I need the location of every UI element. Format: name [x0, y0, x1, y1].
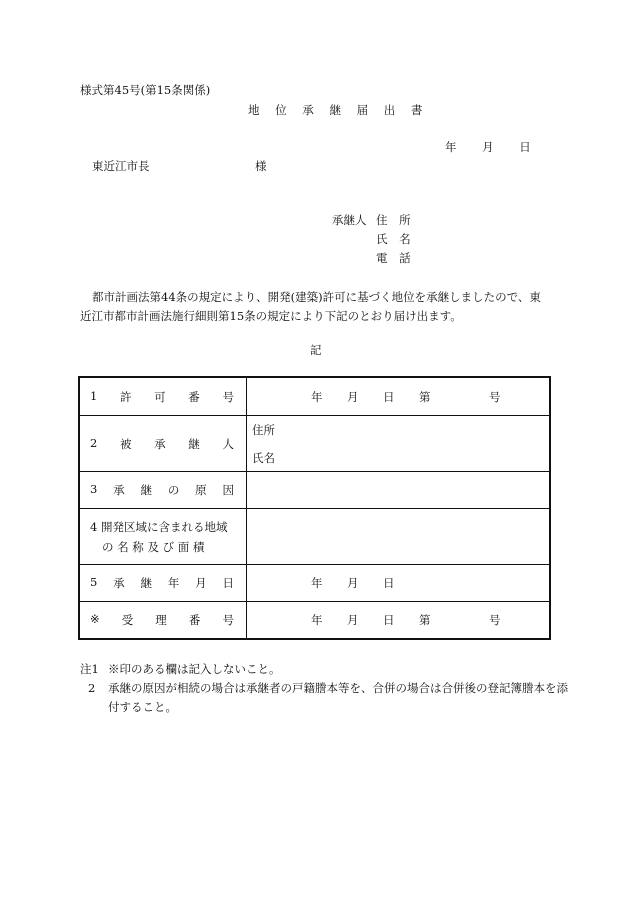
- row-succession-date: [79, 565, 550, 602]
- honorific: 様: [255, 159, 267, 173]
- receipt-dai: 第: [419, 613, 431, 627]
- row-predecessor: [79, 416, 550, 472]
- area-label-line2: の 名 称 及 び 面 積: [102, 539, 205, 554]
- label-letters: 1 許 可 番 号: [90, 388, 234, 404]
- receipt-year: 年: [311, 613, 323, 627]
- area-label: [79, 509, 247, 565]
- body-text: 都市計画法第44条の規定により、開発(建築)許可に基づく地位を承継しましたので、東近江市都市計画法施行細則第15条の規定により下記のとおり届け出ます。: [80, 290, 541, 323]
- row-cause: [79, 472, 550, 509]
- address-label: 住 所: [376, 213, 415, 227]
- document-title: 地 位 承 継 届 出 書: [248, 103, 429, 117]
- succession-month: 月: [347, 576, 359, 590]
- receipt-go: 号: [489, 613, 501, 627]
- form-number: 様式第45号(第15条関係): [80, 83, 211, 97]
- row-receipt-number: [79, 602, 550, 640]
- note-text: 承継の原因が相続の場合は承継者の戸籍謄本等を、合併の場合は合併後の登記簿謄本を添付すること。: [108, 681, 568, 714]
- predecessor-name-label: 氏名: [252, 451, 275, 465]
- cause-field[interactable]: [247, 472, 551, 509]
- row-area: [79, 509, 550, 565]
- note-number: 注1: [80, 662, 99, 676]
- permit-go: 号: [489, 389, 501, 404]
- receipt-month: 月: [347, 613, 359, 627]
- receipt-day: 日: [383, 613, 395, 627]
- permit-number-field[interactable]: [247, 377, 551, 416]
- note-text: ※印のある欄は記入しないこと。: [108, 662, 281, 676]
- label-letters: ※ 受 理 番 号: [90, 612, 234, 627]
- succession-date-field[interactable]: [247, 565, 551, 602]
- phone-label: 電 話: [376, 251, 415, 265]
- notes: [80, 660, 568, 717]
- succession-year: 年: [311, 576, 323, 590]
- predecessor-field[interactable]: [247, 416, 551, 472]
- label-letters: 5 承 継 年 月 日: [90, 575, 234, 590]
- area-label-line1: 4 開発区域に含まれる地域: [90, 519, 228, 534]
- name-label: 氏 名: [376, 232, 415, 246]
- recipient: 東近江市長: [92, 159, 150, 173]
- ki-heading: 記: [310, 343, 322, 357]
- note-number: 2: [88, 681, 96, 695]
- receipt-number-field[interactable]: [247, 602, 551, 640]
- label-letters: 3 承 継 の 原 因: [90, 482, 234, 497]
- successor-label: 承継人: [332, 213, 367, 227]
- area-field[interactable]: [247, 509, 551, 565]
- note-item: [80, 660, 568, 679]
- cause-label: [79, 472, 247, 509]
- predecessor-label: [79, 416, 247, 472]
- predecessor-address-label: 住所: [252, 423, 275, 437]
- label-letters: 2 被 承 継 人: [90, 435, 234, 451]
- permit-dai: 第: [419, 389, 431, 404]
- succession-day: 日: [383, 576, 395, 590]
- form-table: [78, 376, 551, 640]
- submission-date: 年 月 日: [445, 140, 531, 154]
- note-item: [80, 679, 568, 717]
- permit-number-label: [79, 377, 247, 416]
- permit-day: 日: [383, 389, 395, 404]
- row-permit-number: [79, 377, 550, 416]
- permit-year: 年: [311, 389, 323, 404]
- succession-date-label: [79, 565, 247, 602]
- permit-month: 月: [347, 389, 359, 404]
- receipt-number-label: [79, 602, 247, 640]
